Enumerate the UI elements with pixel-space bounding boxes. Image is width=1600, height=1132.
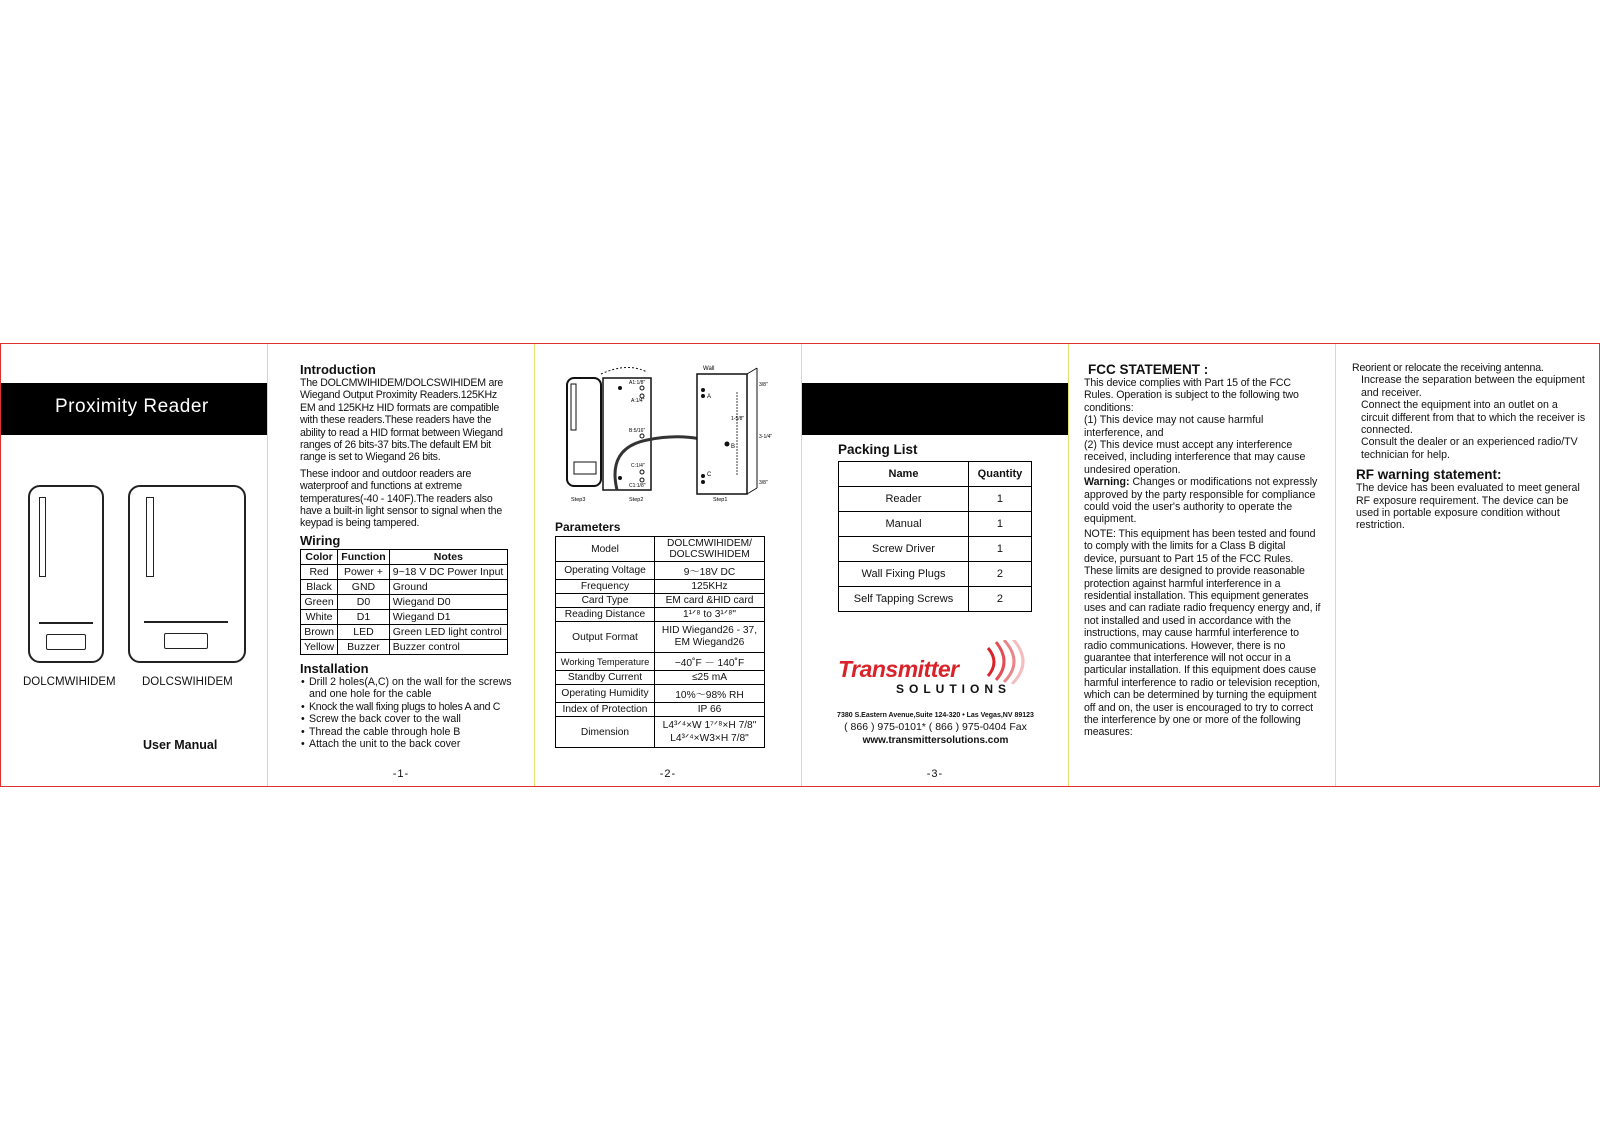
table-row: Output Format HID Wiegand26 - 37, EM Wiegand26 — [556, 622, 765, 653]
company-sub: SOLUTIONS — [896, 682, 1012, 696]
label-a: A:1/4" — [631, 398, 645, 404]
intro-paragraph-1: The DOLCMWIHIDEM/DOLCSWIHIDEM are Wiegand Output Proximity Readers.125KHz EM and 125KHz HID formats are compatible with these readers.These readers have the ability to read a HID format between Wiegand ranges of 26 bits-37 bits.The default EM bit range is set to Wiegand 26 bits. — [300, 377, 504, 464]
table-row: Operating Voltage 9～18V DC — [556, 562, 765, 580]
fcc-warning — [1084, 476, 1321, 526]
table-row: Operating Humidity 10%～98% RH — [556, 685, 765, 703]
table-row: Model DOLCMWIHIDEM/ DOLCSWIHIDEM — [556, 537, 765, 562]
page-number-2: -2- — [659, 768, 677, 780]
fcc-paragraph-1: This device complies with Part 15 of the FCC Rules. Operation is subject to the following two conditions: — [1084, 377, 1299, 414]
dim-height: 3-1/4" — [759, 434, 773, 440]
cover-panel — [1, 344, 268, 786]
packing-table — [838, 461, 1032, 612]
table-row: Screw Driver 1 — [839, 537, 1032, 562]
fcc-note: NOTE: This equipment has been tested and found to comply with the limits for a Class B digital device, pursuant to Part 15 of the FCC Rules. These limits are designed to provide reasonable protection against harmful interference in a residential installation. This equipment generates uses and can radiate radio frequency energy and, if not installed and used in accordance with the instructions, may cause harmful interference to radio communications. However, there is no guarantee that interference will not occur in a particular installation. If this equipment does cause harmful interference to radio or television reception, which can be determined by turning the equipment off and on, the user is encouraged to try to correct the interference by one or more of the following measures: — [1084, 527, 1321, 739]
intro-panel — [268, 344, 535, 786]
table-row: Manual 1 — [839, 512, 1032, 537]
packing-header-name: Name — [839, 462, 969, 487]
wiring-header-color: Color — [301, 549, 338, 564]
list-item: • Drill 2 holes(A,C) on the wall for the screws and one hole for the cable — [309, 676, 514, 701]
model-label-left: DOLCMWIHIDEM — [23, 676, 116, 688]
dim-mid: 1-5/8" — [731, 416, 745, 422]
warning-label: Warning: — [1084, 476, 1130, 489]
installation-heading: Installation — [300, 660, 369, 676]
wiring-header-function: Function — [338, 549, 390, 564]
step2-label: Step2 — [629, 497, 644, 502]
letter-a: A — [707, 394, 712, 400]
table-row: Standby Current ≤25 mA — [556, 671, 765, 685]
packing-panel — [802, 344, 1069, 786]
fcc-panel — [1069, 344, 1336, 786]
table-row: Frequency 125KHz — [556, 580, 765, 594]
cover-title: Proximity Reader — [55, 396, 209, 417]
table-row: Index of Protection IP 66 — [556, 703, 765, 717]
wiring-heading: Wiring — [300, 532, 341, 548]
table-row: Working Temperature −40˚F － 140˚F — [556, 653, 765, 671]
label-a1: A1:1/8" — [629, 380, 646, 386]
step1-label: Step1 — [713, 497, 728, 502]
company-logo — [838, 644, 1038, 698]
fcc-condition-2: (2) This device must accept any interference received, including interference that may cause undesired operation. — [1084, 439, 1306, 476]
list-item: • Screw the back cover to the wall — [309, 713, 514, 725]
step3-label: Step3 — [571, 497, 586, 502]
rf-text: The device has been evaluated to meet general RF exposure requirement. The device can be used in portable exposure condition without restriction. — [1356, 482, 1580, 532]
table-row: Red Power + 9~18 V DC Power Input — [301, 564, 508, 579]
letter-c: C — [707, 472, 712, 478]
table-row: Black GND Ground — [301, 579, 508, 594]
list-item: • Thread the cable through hole B — [309, 726, 514, 738]
rf-panel — [1336, 344, 1600, 786]
company-name: Transmitter — [838, 656, 959, 682]
packing-heading: Packing List — [838, 442, 918, 457]
table-row: Card Type EM card &HID card — [556, 594, 765, 608]
model-label-right: DOLCSWIHIDEM — [142, 676, 233, 688]
page-number-1: -1- — [392, 768, 410, 780]
list-item: • Attach the unit to the back cover — [309, 738, 514, 750]
reader-wide-illustration — [128, 485, 246, 663]
wiring-table — [300, 549, 508, 655]
manual-sheet — [0, 343, 1600, 787]
label-b: B:5/16" — [629, 428, 646, 434]
table-row: Reading Distance 1¹ᐟ⁸ to 3¹ᐟ⁸" — [556, 608, 765, 622]
table-row: Brown LED Green LED light control — [301, 624, 508, 639]
measure-4: Consult the dealer or an experienced radio/TV technician for help. — [1361, 436, 1578, 461]
letter-b: B — [731, 444, 736, 450]
signal-waves-icon — [974, 640, 1034, 684]
page-number-3: -3- — [926, 768, 944, 780]
list-item: • Knock the wall fixing plugs to holes A and C — [309, 701, 514, 713]
table-row: Yellow Buzzer Buzzer control — [301, 639, 508, 654]
measure-3: Connect the equipment into an outlet on a circuit different from that to which the receiver is connected. — [1361, 399, 1586, 437]
dim-bottom: 3/8" — [759, 480, 768, 486]
company-address: 7380 S.Eastern Avenue,Suite 124-320 • Las Vegas,NV 89123 — [837, 712, 1034, 719]
wall-label: Wall — [703, 366, 715, 372]
table-row: Reader 1 — [839, 487, 1032, 512]
parameters-panel — [535, 344, 802, 786]
installation-diagram — [557, 362, 777, 502]
company-phone: ( 866 ) 975-0101* ( 866 ) 975-0404 Fax — [844, 721, 1027, 733]
label-c1: C1:1/8" — [629, 483, 646, 489]
packing-header-quantity: Quantity — [968, 462, 1031, 487]
company-website: www.transmittersolutions.com — [862, 735, 1009, 746]
table-row: Wall Fixing Plugs 2 — [839, 562, 1032, 587]
measure-1: Reorient or relocate the receiving antenna. — [1352, 362, 1544, 374]
installation-steps — [300, 676, 514, 750]
table-row: Green D0 Wiegand D0 — [301, 594, 508, 609]
fcc-condition-1: (1) This device may not cause harmful interference, and — [1084, 414, 1264, 439]
dim-top: 3/8" — [759, 382, 768, 388]
parameters-table — [555, 536, 765, 748]
black-band — [802, 383, 1068, 435]
measure-2: Increase the separation between the equipment and receiver. — [1361, 374, 1585, 399]
user-manual-label: User Manual — [143, 738, 218, 752]
label-c: C:1/4" — [631, 463, 645, 469]
parameters-heading: Parameters — [555, 520, 621, 534]
table-row: Dimension L4³ᐟ⁴×W 1⁷ᐟ⁸×H 7/8" L4³ᐟ⁴×W3×H 7/8" — [556, 717, 765, 748]
wiring-header-notes: Notes — [389, 549, 507, 564]
table-row: Self Tapping Screws 2 — [839, 587, 1032, 612]
title-band — [1, 383, 267, 435]
rf-heading: RF warning statement: — [1356, 467, 1502, 483]
warning-text: Changes or modifications not expressly approved by the party responsible for compliance could void the user's authority to operate the equipment. — [1084, 476, 1318, 526]
intro-paragraph-2: These indoor and outdoor readers are waterproof and functions at extreme temperatures(-40 - 140F).The readers also have a built-in light sensor to signal when the keypad is being tampered. — [300, 467, 503, 530]
fcc-heading: FCC STATEMENT : — [1088, 362, 1209, 377]
reader-narrow-illustration — [28, 485, 104, 663]
table-row: White D1 Wiegand D1 — [301, 609, 508, 624]
intro-heading: Introduction — [300, 362, 376, 377]
